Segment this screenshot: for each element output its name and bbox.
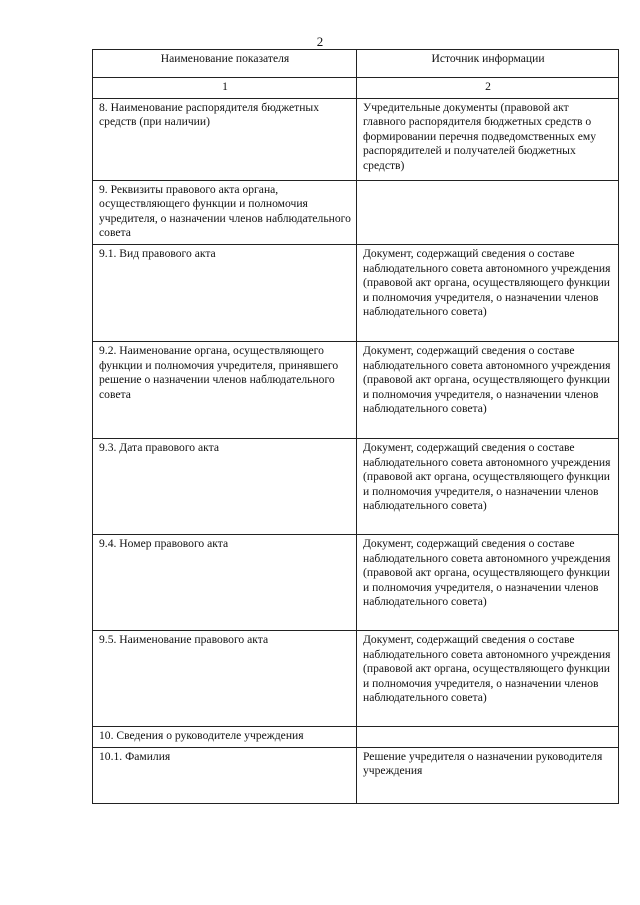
- header-source: Источник информации: [357, 50, 619, 78]
- column-number-1: 1: [93, 78, 357, 99]
- table-header-row: [93, 50, 619, 78]
- indicator-cell: 10. Сведения о руководителе учреждения: [93, 726, 357, 747]
- source-cell: [357, 726, 619, 747]
- table-row: [93, 180, 619, 244]
- source-cell: Документ, содержащий сведения о составе наблюдательного совета автономного учреждения (правовой акт органа, осуществляющего функции и полномочия учредителя, о назначении членов наблюдательного совета): [357, 630, 619, 726]
- indicator-cell: 9.4. Номер правового акта: [93, 534, 357, 630]
- table-row: [93, 726, 619, 747]
- table-row: [93, 98, 619, 180]
- indicator-cell: 10.1. Фамилия: [93, 747, 357, 803]
- source-cell: Документ, содержащий сведения о составе наблюдательного совета автономного учреждения (правовой акт органа, осуществляющего функции и полномочия учредителя, о назначении членов наблюдательного совета): [357, 341, 619, 438]
- source-cell: Документ, содержащий сведения о составе наблюдательного совета автономного учреждения (правовой акт органа, осуществляющего функции и полномочия учредителя, о назначении членов наблюдательного совета): [357, 244, 619, 341]
- indicator-cell: 9.5. Наименование правового акта: [93, 630, 357, 726]
- source-cell: Документ, содержащий сведения о составе наблюдательного совета автономного учреждения (правовой акт органа, осуществляющего функции и полномочия учредителя, о назначении членов наблюдательного совета): [357, 534, 619, 630]
- column-number-2: 2: [357, 78, 619, 99]
- indicators-table: [92, 49, 619, 804]
- table-row: [93, 630, 619, 726]
- table-row: [93, 534, 619, 630]
- table-row: [93, 341, 619, 438]
- table-row: [93, 747, 619, 803]
- indicator-cell: 9.1. Вид правового акта: [93, 244, 357, 341]
- source-cell: [357, 180, 619, 244]
- source-cell: Учредительные документы (правовой акт главного распорядителя бюджетных средств о формировании перечня подведомственных ему распорядителей и получателей бюджетных средств): [357, 98, 619, 180]
- indicator-cell: 8. Наименование распорядителя бюджетных средств (при наличии): [93, 98, 357, 180]
- column-numbers-row: [93, 78, 619, 99]
- table-row: [93, 244, 619, 341]
- header-indicator: Наименование показателя: [93, 50, 357, 78]
- source-cell: Решение учредителя о назначении руководителя учреждения: [357, 747, 619, 803]
- source-cell: Документ, содержащий сведения о составе наблюдательного совета автономного учреждения (правовой акт органа, осуществляющего функции и полномочия учредителя, о назначении членов наблюдательного совета): [357, 438, 619, 534]
- table-row: [93, 438, 619, 534]
- page-number: 2: [316, 34, 324, 49]
- indicator-cell: 9.3. Дата правового акта: [93, 438, 357, 534]
- indicator-cell: 9. Реквизиты правового акта органа, осуществляющего функции и полномочия учредителя, о назначении членов наблюдательного совета: [93, 180, 357, 244]
- indicator-cell: 9.2. Наименование органа, осуществляющего функции и полномочия учредителя, принявшего решение о назначении членов наблюдательного совета: [93, 341, 357, 438]
